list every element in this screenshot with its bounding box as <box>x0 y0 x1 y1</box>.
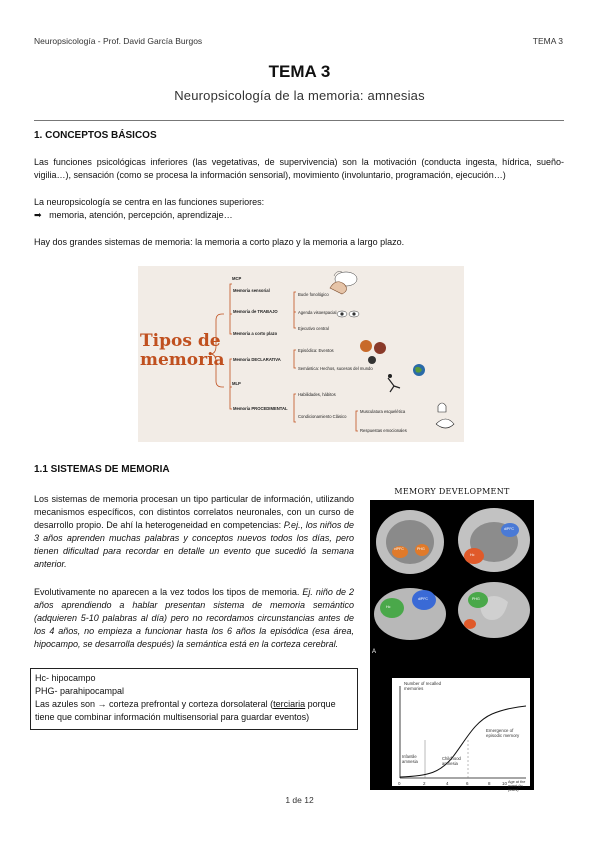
graph-tick-8: 8 <box>488 781 491 786</box>
label-memoria-procedimental: Memoria PROCEDIMENTAL <box>233 406 288 411</box>
figure-label-a: A <box>372 649 377 655</box>
label-respuestas: Respuestas emocionales <box>360 428 407 433</box>
region-label: vlPFC <box>394 547 404 551</box>
region-label: dlPFC <box>504 527 514 531</box>
graph-emergence-label: Emergence of episodic memory <box>486 728 520 738</box>
graph-tick-10: 10 <box>502 781 508 786</box>
region-label: PHG <box>417 547 425 551</box>
label-mlp: MLP <box>232 381 241 386</box>
bullet-text: memoria, atención, percepción, aprendizaje… <box>49 210 233 220</box>
infographic-title-line2: memoria <box>140 350 225 370</box>
memory-development-graphic <box>370 500 534 790</box>
paragraph-evolutivamente <box>34 586 354 651</box>
title-divider <box>34 120 564 121</box>
label-musculatura: Musculatura esquelética <box>360 409 406 414</box>
region-label: Hc <box>470 553 475 557</box>
page-number: 1 de 12 <box>285 795 314 805</box>
bullet-item <box>34 209 564 222</box>
memory-development-figure <box>370 500 534 793</box>
label-memoria-declarativa: Memoria DECLARATIVA <box>233 357 281 362</box>
figure-title: MEMORY DEVELOPMENT <box>394 487 510 496</box>
graph-infantile-label: Infantile amnesia <box>402 754 418 764</box>
infographic-title-line1: Tipos de <box>140 331 221 351</box>
region-label: Hc <box>386 605 391 609</box>
paragraph-sistemas-normal: Los sistemas de memoria procesan un tipo particular de información, utilizando mecanismos específicos, con distintos correlatos neuronales, con un curso de desarrollo propio. De ahí la heterogeneidad en competencias: <box>34 494 354 530</box>
note-phg: PHG- parahipocampal <box>35 686 125 696</box>
label-episodica: Episódica: Eventos <box>298 348 334 353</box>
graph-tick-4: 4 <box>446 781 449 786</box>
page-title: TEMA 3 <box>268 62 331 81</box>
label-mcp: MCP <box>232 276 242 281</box>
label-bucle: Bucle fonológico <box>298 292 329 297</box>
label-memoria-trabajo: Memoria de TRABAJO <box>233 309 278 314</box>
label-memoria-corto-plazo: Memoria a corto plazo <box>233 331 278 336</box>
graph-tick-0: 0 <box>398 781 401 786</box>
note-azules <box>35 698 353 724</box>
page-subtitle: Neuropsicología de la memoria: amnesias <box>174 88 425 103</box>
note-azules-a: Las azules son → corteza prefrontal y corteza dorsolateral ( <box>35 699 274 709</box>
section-heading-conceptos: 1. CONCEPTOS BÁSICOS <box>34 130 157 141</box>
running-header-left: Neuropsicología - Prof. David García Burgos <box>34 36 203 46</box>
label-semantica: Semántica: Hechos, sucesos del mundo <box>298 366 373 371</box>
label-ejecutivo: Ejecutivo central <box>298 326 329 331</box>
graph-tick-6: 6 <box>466 781 469 786</box>
graph-tick-2: 2 <box>423 781 426 786</box>
paragraph-sistemas-example: P.ej., los niños de 3 años aprenden muchas palabras y conceptos nuevos todos los días, pero tienen dificultad para recordar en detalle un evento que sucedió la semana anterior. <box>34 520 354 569</box>
graph-ylabel: Number of recalled memories <box>404 681 442 691</box>
paragraph-funciones-superiores: La neuropsicología se centra en las funciones superiores: <box>34 197 265 207</box>
note-box <box>30 668 358 730</box>
region-label: PHG <box>472 597 480 601</box>
paragraph-sistemas-memoria <box>34 493 354 571</box>
graph-childhood-label: Childhood amnesia <box>442 756 461 766</box>
graph-xlabel: Age at the event (in years) <box>508 780 526 793</box>
paragraph-sistemas: Hay dos grandes sistemas de memoria: la memoria a corto plazo y la memoria a largo plazo. <box>34 237 405 247</box>
label-condicionamiento: Condicionamiento Clásico <box>298 414 347 419</box>
label-habilidades: Habilidades, hábitos <box>298 392 336 397</box>
region-label: dlPFC <box>418 597 428 601</box>
paragraph-evolutivamente-normal: Evolutivamente no aparecen a la vez todos los tipos de memoria. <box>34 587 303 597</box>
note-azules-underlined: terciaria <box>273 699 306 709</box>
paragraph-funciones-inferiores: Las funciones psicológicas inferiores (las vegetativas, de supervivencia) son la motivación (conducta ingesta, hídrica, sueño-vigilia…), sensación (como se procesa la información sensorial), movimiento (involuntario, programación, ejecución…) <box>34 157 564 180</box>
section-heading-sistemas: 1.1 SISTEMAS DE MEMORIA <box>34 464 170 475</box>
label-memoria-sensorial: Memoria sensorial <box>233 288 270 293</box>
running-header-right: TEMA 3 <box>532 36 563 46</box>
label-agenda: Agenda visoespacial <box>298 310 337 315</box>
tipos-de-memoria-infographic <box>138 266 464 442</box>
paragraph-evolutivamente-example: Ej. niño de 2 años aprendiendo a hablar presentan sistema de memoria semántico (adquieren 5-10 palabras al día) pero no recordamos circunstancias antes de los 4 años, no empieza a funcionar hasta los 6 años la episódica (esa área, hipocampo, se desarrolla después) la semántica está en la corteza cerebral. <box>34 587 354 649</box>
note-azules-b: porque tiene que combinar información multisensorial para guardar eventos) <box>35 699 336 722</box>
note-hc: Hc- hipocampo <box>35 673 96 683</box>
arrow-bullet-icon: ➡ <box>34 210 42 220</box>
